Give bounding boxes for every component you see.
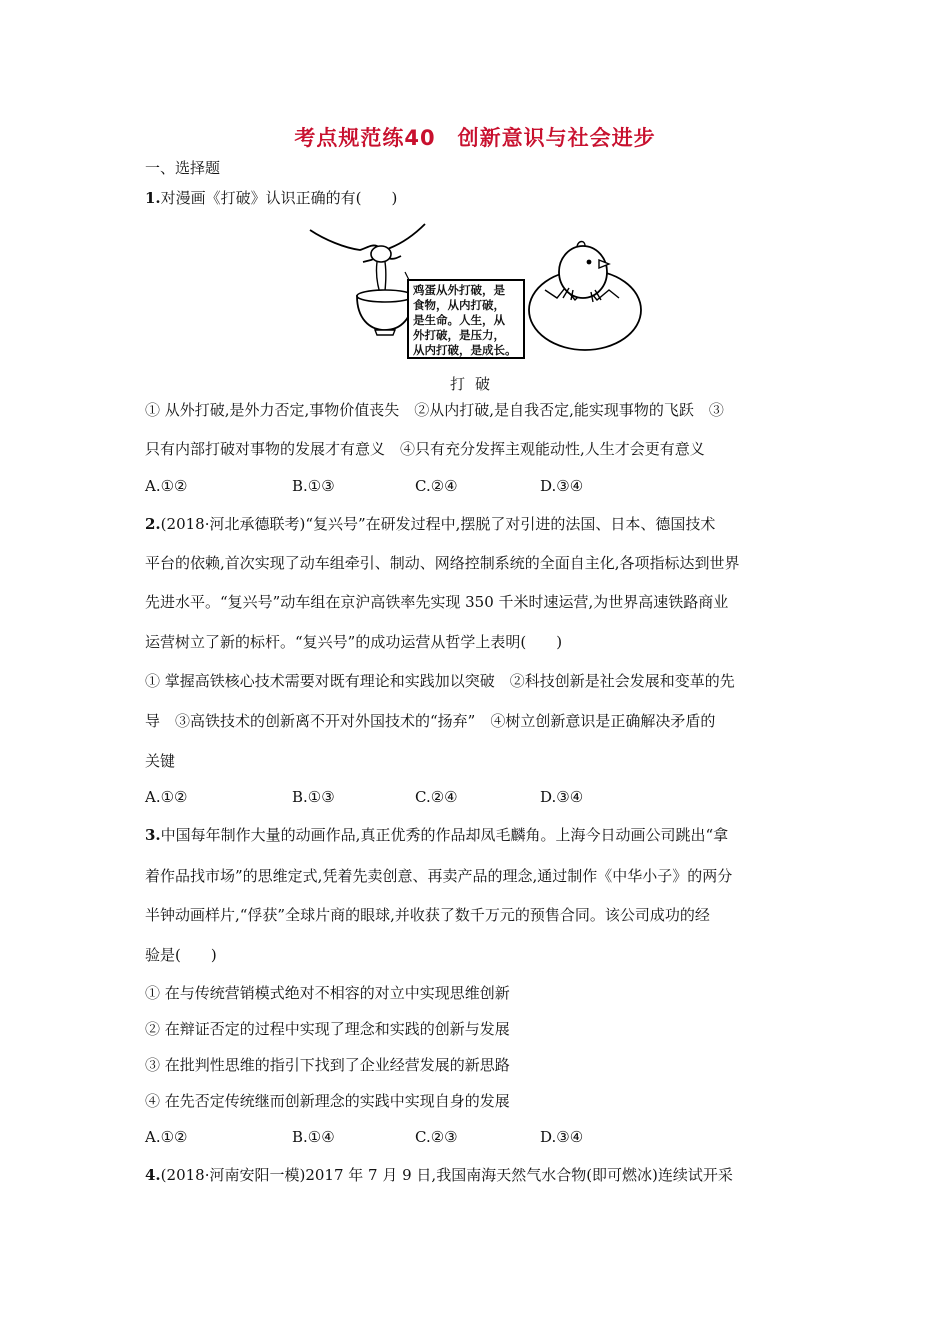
option-b: B.①④ <box>292 1128 335 1146</box>
question-3-line: ① 在与传统营销模式绝对不相容的对立中实现思维创新 <box>145 984 510 1002</box>
question-3-line: 验是( ) <box>145 946 217 964</box>
chick-icon <box>559 246 607 298</box>
question-number: 4. <box>145 1166 161 1184</box>
question-2-line <box>145 514 810 534</box>
page-title: 考点规范练40 创新意识与社会进步 <box>294 126 656 150</box>
broken-egg-icon <box>371 246 391 262</box>
option-d: D.③④ <box>540 1128 584 1146</box>
question-number: 1. <box>145 189 161 207</box>
question-2-line: 关键 <box>145 752 176 770</box>
bubble-line: 鸡蛋从外打破，是 <box>413 283 505 297</box>
question-1-statement-line: 只有内部打破对事物的发展才有意义 ④只有充分发挥主观能动性,人生才会更有意义 <box>145 440 705 458</box>
bubble-line: 是生命。人生，从 <box>413 313 505 327</box>
question-3-line: ② 在辩证否定的过程中实现了理念和实践的创新与发展 <box>145 1020 510 1038</box>
bubble-line: 从内打破，是成长。 <box>413 343 517 357</box>
question-1-stem <box>145 188 810 208</box>
option-a: A.①② <box>145 1128 188 1146</box>
question-2-line: 运营树立了新的标杆。“复兴号”的成功运营从哲学上表明( ) <box>145 633 563 651</box>
option-c: C.②③ <box>415 1128 458 1146</box>
question-text: 对漫画《打破》认识正确的有( ) <box>160 189 398 207</box>
question-2-line: 平台的依赖,首次实现了动车组牵引、制动、网络控制系统的全面自主化,各项指标达到世界 <box>145 554 740 572</box>
option-c: C.②④ <box>415 477 458 495</box>
question-3-line: ④ 在先否定传统继而创新理念的实践中实现自身的发展 <box>145 1092 510 1110</box>
question-3-line <box>145 825 810 845</box>
option-d: D.③④ <box>540 477 584 495</box>
question-text: (2018·河北承德联考)“复兴号”在研发过程中,摆脱了对引进的法国、日本、德国技术 <box>160 515 716 533</box>
question-text: (2018·河南安阳一模)2017 年 7 月 9 日,我国南海天然气水合物(即可燃冰)连续试开采 <box>160 1166 733 1184</box>
option-a: A.①② <box>145 788 188 806</box>
left-hand-icon <box>310 230 379 262</box>
option-c: C.②④ <box>415 788 458 806</box>
option-a: A.①② <box>145 477 188 495</box>
question-number: 3. <box>145 826 161 844</box>
question-text: 中国每年制作大量的动画作品,真正优秀的作品却凤毛麟角。上海今日动画公司跳出“拿 <box>160 826 729 844</box>
question-3-line: 半钟动画样片,“俘获”全球片商的眼球,并收获了数千万元的预售合同。该公司成功的经 <box>145 906 710 924</box>
question-4-line <box>145 1165 810 1185</box>
option-b: B.①③ <box>292 477 335 495</box>
option-b: B.①③ <box>292 788 335 806</box>
question-2-line: ① 掌握高铁核心技术需要对既有理论和实践加以突破 ②科技创新是社会发展和变革的先 <box>145 672 735 690</box>
question-2-line: 导 ③高铁技术的创新离不开对外国技术的“扬弃” ④树立创新意识是正确解决矛盾的 <box>145 712 716 730</box>
question-2-line: 先进水平。“复兴号”动车组在京沪高铁率先实现 350 千米时速运营,为世界高速铁路商业 <box>145 593 729 611</box>
bubble-line: 食物，从内打破， <box>413 298 505 312</box>
question-3-line: 着作品找市场”的思维定式,凭着先卖创意、再卖产品的理念,通过制作《中华小子》的两分 <box>145 867 733 885</box>
option-d: D.③④ <box>540 788 584 806</box>
cartoon-caption: 打破 <box>449 375 500 393</box>
bubble-line: 外打破，是压力， <box>413 328 505 342</box>
question-number: 2. <box>145 515 161 533</box>
question-1-statement-line: ① 从外打破,是外力否定,事物价值丧失 ②从内打破,是自我否定,能实现事物的飞跃 ③ <box>145 401 724 419</box>
question-3-line: ③ 在批判性思维的指引下找到了企业经营发展的新思路 <box>145 1056 510 1074</box>
section-heading: 一、选择题 <box>145 159 221 177</box>
speech-bubble <box>407 279 525 359</box>
